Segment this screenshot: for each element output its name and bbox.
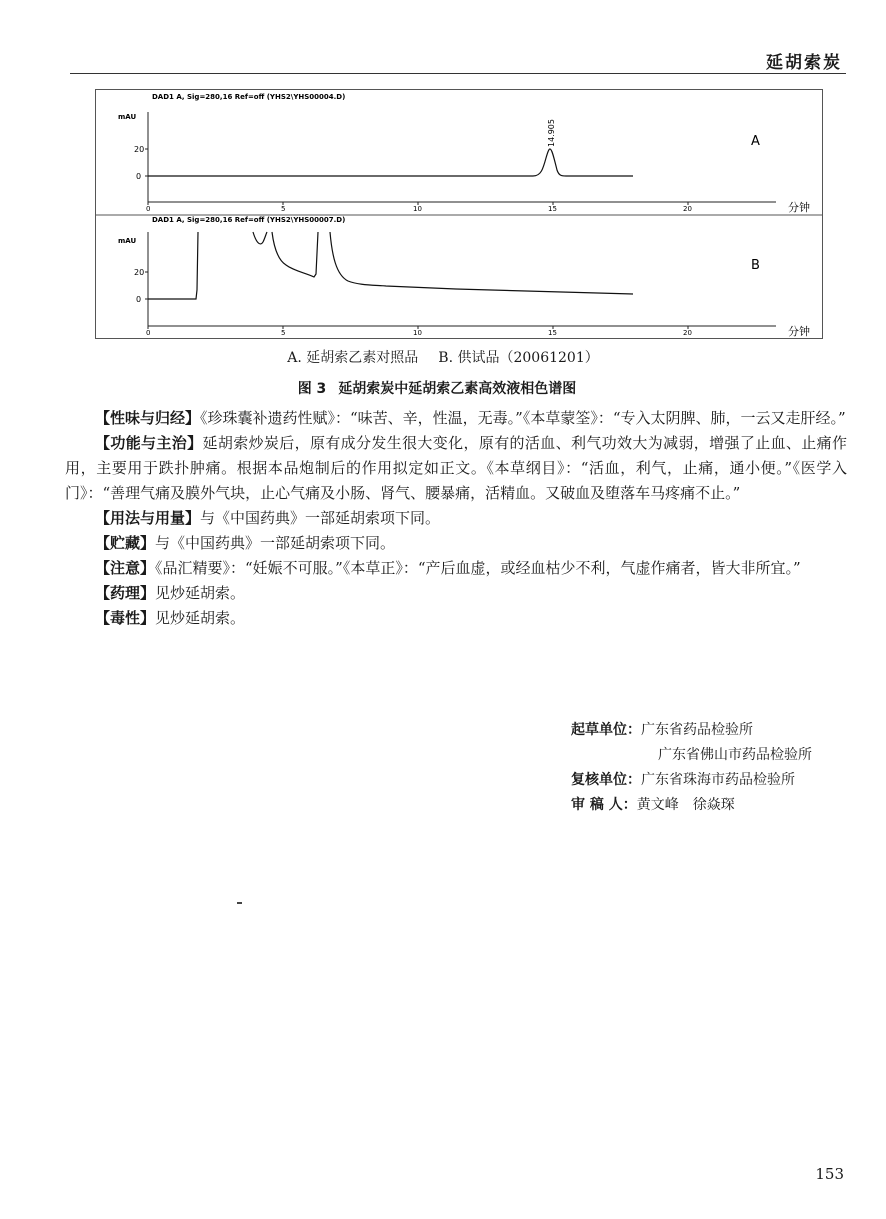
monograph-body	[65, 406, 847, 631]
panel-b-trace-segment	[253, 232, 267, 244]
section-label: 【贮藏】	[95, 534, 156, 552]
section-label: 【性味与归经】	[95, 409, 201, 427]
section-taste-meridian	[65, 406, 847, 431]
panel-a-y-unit: mAU	[118, 113, 137, 121]
section-text: 《品汇精要》：“妊娠不可服。”《本草正》：“产后血虚，或经血枯少不利，气虚作痛者，皆大非所宜。”	[155, 559, 801, 577]
section-text: 见炒延胡索。	[155, 609, 246, 627]
section-text: 《珍珠囊补遗药性赋》：“味苦、辛，性温，无毒。”《本草蒙筌》：“专入太阴脾、肺，一云又走肝经。”	[200, 409, 846, 427]
panel-b-trace-segment	[148, 232, 198, 299]
panel-b-xtick-label: 10	[413, 329, 422, 337]
panel-b-trace-segment	[330, 232, 633, 294]
page-number: 153	[815, 1165, 844, 1183]
scan-speck	[237, 902, 242, 904]
panel-a-label: A	[751, 134, 760, 149]
panel-a-ytick-label: 20	[134, 145, 145, 154]
panel-b-xtick-label: 15	[548, 329, 557, 337]
section-pharmacology	[65, 581, 847, 606]
drafting-row	[571, 718, 812, 743]
review-unit: 广东省珠海市药品检验所	[641, 772, 795, 788]
panel-a-xtick-label: 20	[683, 205, 692, 213]
section-usage-dosage	[65, 506, 847, 531]
section-label: 【注意】	[95, 559, 156, 577]
panel-a-x-unit: 分钟	[788, 201, 810, 214]
peak-retention-label: 14.905	[547, 119, 556, 147]
panel-b-ytick-label: 20	[134, 268, 145, 277]
subcaption-a: A. 延胡索乙素对照品	[287, 350, 419, 366]
drafting-unit: 广东省药品检验所	[641, 722, 753, 738]
panel-b-label: B	[751, 258, 760, 273]
section-label: 【药理】	[95, 584, 156, 602]
panel-a-trace	[148, 149, 633, 176]
section-storage	[65, 531, 847, 556]
reviewer-row	[571, 793, 812, 818]
panel-a-xtick-label: 10	[413, 205, 422, 213]
figure-title: 延胡索炭中延胡索乙素高效液相色谱图	[338, 381, 577, 397]
section-text: 与《中国药典》一部延胡索项下同。	[155, 534, 396, 552]
review-row	[571, 768, 812, 793]
panel-b-signal: DAD1 A, Sig=280,16 Ref=off (YHS2\YHS00007.D)	[152, 216, 346, 224]
panel-a-xtick-label: 5	[281, 205, 286, 213]
figure-subcaption	[0, 347, 886, 367]
section-text: 与《中国药典》一部延胡索项下同。	[200, 509, 441, 527]
section-function-indication	[65, 431, 847, 506]
figure-caption	[0, 378, 886, 398]
running-title: 延胡索炭	[766, 53, 842, 73]
panel-b-y-unit: mAU	[118, 237, 137, 245]
review-label: 复核单位：	[571, 772, 641, 788]
drafting-unit: 广东省佛山市药品检验所	[658, 747, 812, 763]
panel-b-xtick-label: 5	[281, 329, 286, 337]
panel-b-xtick-label: 20	[683, 329, 692, 337]
figure-number: 图 3	[297, 381, 327, 397]
credits-block	[571, 718, 812, 818]
chromatogram-svg	[96, 90, 822, 338]
subcaption-b: B. 供试品（20061201）	[438, 350, 599, 366]
header-rule	[70, 73, 846, 74]
drafting-label: 起草单位：	[571, 722, 641, 738]
section-text: 延胡索炒炭后，原有成分发生很大变化，原有的活血、利气功效大为减弱，增强了止血、止痛作用，主要用于跌扑肿痛。根据本品炮制后的作用拟定如正文。《本草纲目》：“活血，利气，止痛，通小便。”《医学入门》：“善理气痛及膜外气块，止心气痛及小肠、肾气、腰暴痛，活精血。又破血及堕落车马疼痛不止。”	[65, 434, 847, 502]
section-toxicity	[65, 606, 847, 631]
panel-b-x-unit: 分钟	[788, 325, 810, 338]
reviewer-names: 黄文峰 徐焱琛	[636, 797, 735, 813]
panel-a-xtick-label: 0	[146, 205, 151, 213]
panel-a-signal: DAD1 A, Sig=280,16 Ref=off (YHS2\YHS00004.D)	[152, 93, 346, 101]
panel-b-trace-segment	[272, 232, 318, 277]
panel-a-ytick-label: 0	[136, 172, 142, 181]
panel-a-xtick-label: 15	[548, 205, 557, 213]
section-precautions	[65, 556, 847, 581]
panel-b-xtick-label: 0	[146, 329, 151, 337]
reviewer-label: 审 稿 人：	[571, 797, 637, 813]
panel-b-ytick-label: 0	[136, 295, 142, 304]
section-label: 【用法与用量】	[95, 509, 201, 527]
section-label: 【功能与主治】	[95, 434, 203, 452]
drafting-row-2	[571, 743, 812, 768]
section-text: 见炒延胡索。	[155, 584, 246, 602]
section-label: 【毒性】	[95, 609, 156, 627]
chromatogram-figure	[95, 89, 823, 339]
